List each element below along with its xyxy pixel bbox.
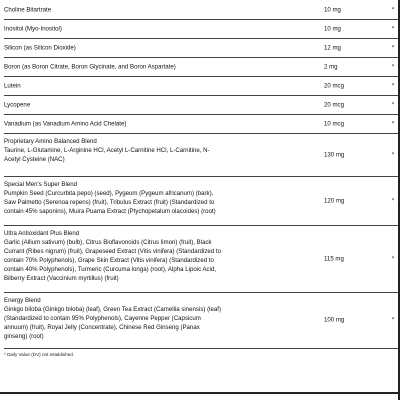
daily-value-marker: * xyxy=(391,120,395,127)
blend-ingredients-line: Acetyl Cysteine (NAC) xyxy=(4,156,65,163)
bottom-divider xyxy=(0,392,398,394)
blend-row xyxy=(4,176,398,226)
table-row xyxy=(4,114,398,134)
blend-ingredients-line: Bilberry Extract (Vaccinium myrtillus) (fruit) xyxy=(4,275,119,282)
ingredient-name: Boron (as Boron Citrate, Boron Glycinate, and Boron Aspartate) xyxy=(4,63,176,70)
table-row xyxy=(4,19,398,39)
blend-text xyxy=(4,180,292,216)
daily-value-marker: * xyxy=(391,255,395,262)
daily-value-marker: * xyxy=(391,101,395,108)
blend-ingredients-line: Saw Palmetto (Serenoa repens) (fruit), Tribulus Extract (fruit) (Standardized to xyxy=(4,199,215,206)
ingredient-amount: 20 mcg xyxy=(324,101,344,108)
daily-value-marker: * xyxy=(391,44,395,51)
blend-ingredients-line: contain 40% Polyphenols), Turmeric (Curcuma longa) (root), Alpha Lipoic Acid, xyxy=(4,266,217,273)
blend-amount: 100 mg xyxy=(324,316,345,324)
daily-value-marker: * xyxy=(391,151,395,158)
ingredient-name: Choline Bitartrate xyxy=(4,6,52,13)
blend-title: Proprietary Amino Balanced Blend xyxy=(4,138,97,145)
blend-title: Ultra Antioxidant Plus Blend xyxy=(4,230,80,237)
ingredient-name: Lutein xyxy=(4,82,21,89)
ingredient-amount: 2 mg xyxy=(324,63,338,70)
daily-value-footnote: * Daily Value (DV) not established. xyxy=(4,352,75,357)
ingredient-amount: 20 mcg xyxy=(324,82,344,89)
blend-amount: 130 mg xyxy=(324,151,345,158)
daily-value-marker: * xyxy=(391,197,395,204)
table-row xyxy=(4,38,398,58)
blend-title: Special Men's Super Blend xyxy=(4,181,77,188)
blend-row xyxy=(4,225,398,293)
ingredient-amount: 10 mg xyxy=(324,6,341,13)
table-row xyxy=(4,76,398,96)
blend-ingredients-line: Garlic (Allium sativum) (bulb), Citrus Bioflavonoids (Citrus limon) (fruit), Black xyxy=(4,239,212,246)
blend-ingredients-line: annuum) (fruit), Royal Jelly (Concentrate), Chinese Red Ginseng (Panax xyxy=(4,324,200,331)
ingredient-amount: 10 mcg xyxy=(324,120,344,127)
blend-title: Energy Blend xyxy=(4,297,41,304)
blend-amount: 115 mg xyxy=(324,255,344,262)
blend-ingredients-line: Taurine, L-Glutamine, L-Arginine HCl, Acetyl L-Carnitine HCl, L-Carnitine, N- xyxy=(4,147,210,154)
daily-value-marker: * xyxy=(391,82,395,89)
blend-ingredients-line: Currant (Ribes nigrum) (fruit), Grapeseed Extract (Vitis vinifera) (Standardized to xyxy=(4,248,221,255)
blend-row xyxy=(4,292,398,349)
ingredient-name: Silicon (as Silicon Dioxide) xyxy=(4,44,76,51)
daily-value-marker: * xyxy=(391,63,395,70)
table-row xyxy=(4,57,398,77)
blend-ingredients-line: contain 70% Polyphenols), Grape Skin Extract (Vitis vinifera) (Standardized to xyxy=(4,257,214,264)
ingredient-name: Vanadium (as Vanadium Amino Acid Chelate) xyxy=(4,120,127,127)
blend-ingredients-line: (Standardized to contain 95% Polyphenols), Cayenne Pepper (Capsicum xyxy=(4,315,201,322)
blend-amount: 120 mg xyxy=(324,197,345,204)
daily-value-marker: * xyxy=(391,316,395,324)
blend-ingredients-line: ginseng) (root) xyxy=(4,333,44,340)
blend-row xyxy=(4,133,398,177)
ingredient-name: Inositol (Myo-Inositol) xyxy=(4,25,62,32)
daily-value-marker: * xyxy=(391,6,395,13)
daily-value-marker: * xyxy=(391,25,395,32)
ingredient-name: Lycopene xyxy=(4,101,31,108)
blend-text xyxy=(4,137,292,164)
ingredient-amount: 12 mg xyxy=(324,44,341,51)
blend-ingredients-line: contain 45% saponins), Muira Puama Extract (Ptychopetalum olacoides) (root) xyxy=(4,208,216,215)
table-row xyxy=(4,95,398,115)
blend-text xyxy=(4,229,292,283)
table-row xyxy=(4,0,398,20)
blend-text xyxy=(4,296,292,341)
blend-ingredients-line: Pumpkin Seed (Curcurbita pepo) (seed), Pygeum (Pygeum africanum) (bark), xyxy=(4,190,214,197)
ingredient-amount: 10 mg xyxy=(324,25,341,32)
blend-ingredients-line: Ginkgo biloba (Ginkgo biloba) (leaf), Green Tea Extract (Camellia sinensis) (leaf) xyxy=(4,306,221,313)
